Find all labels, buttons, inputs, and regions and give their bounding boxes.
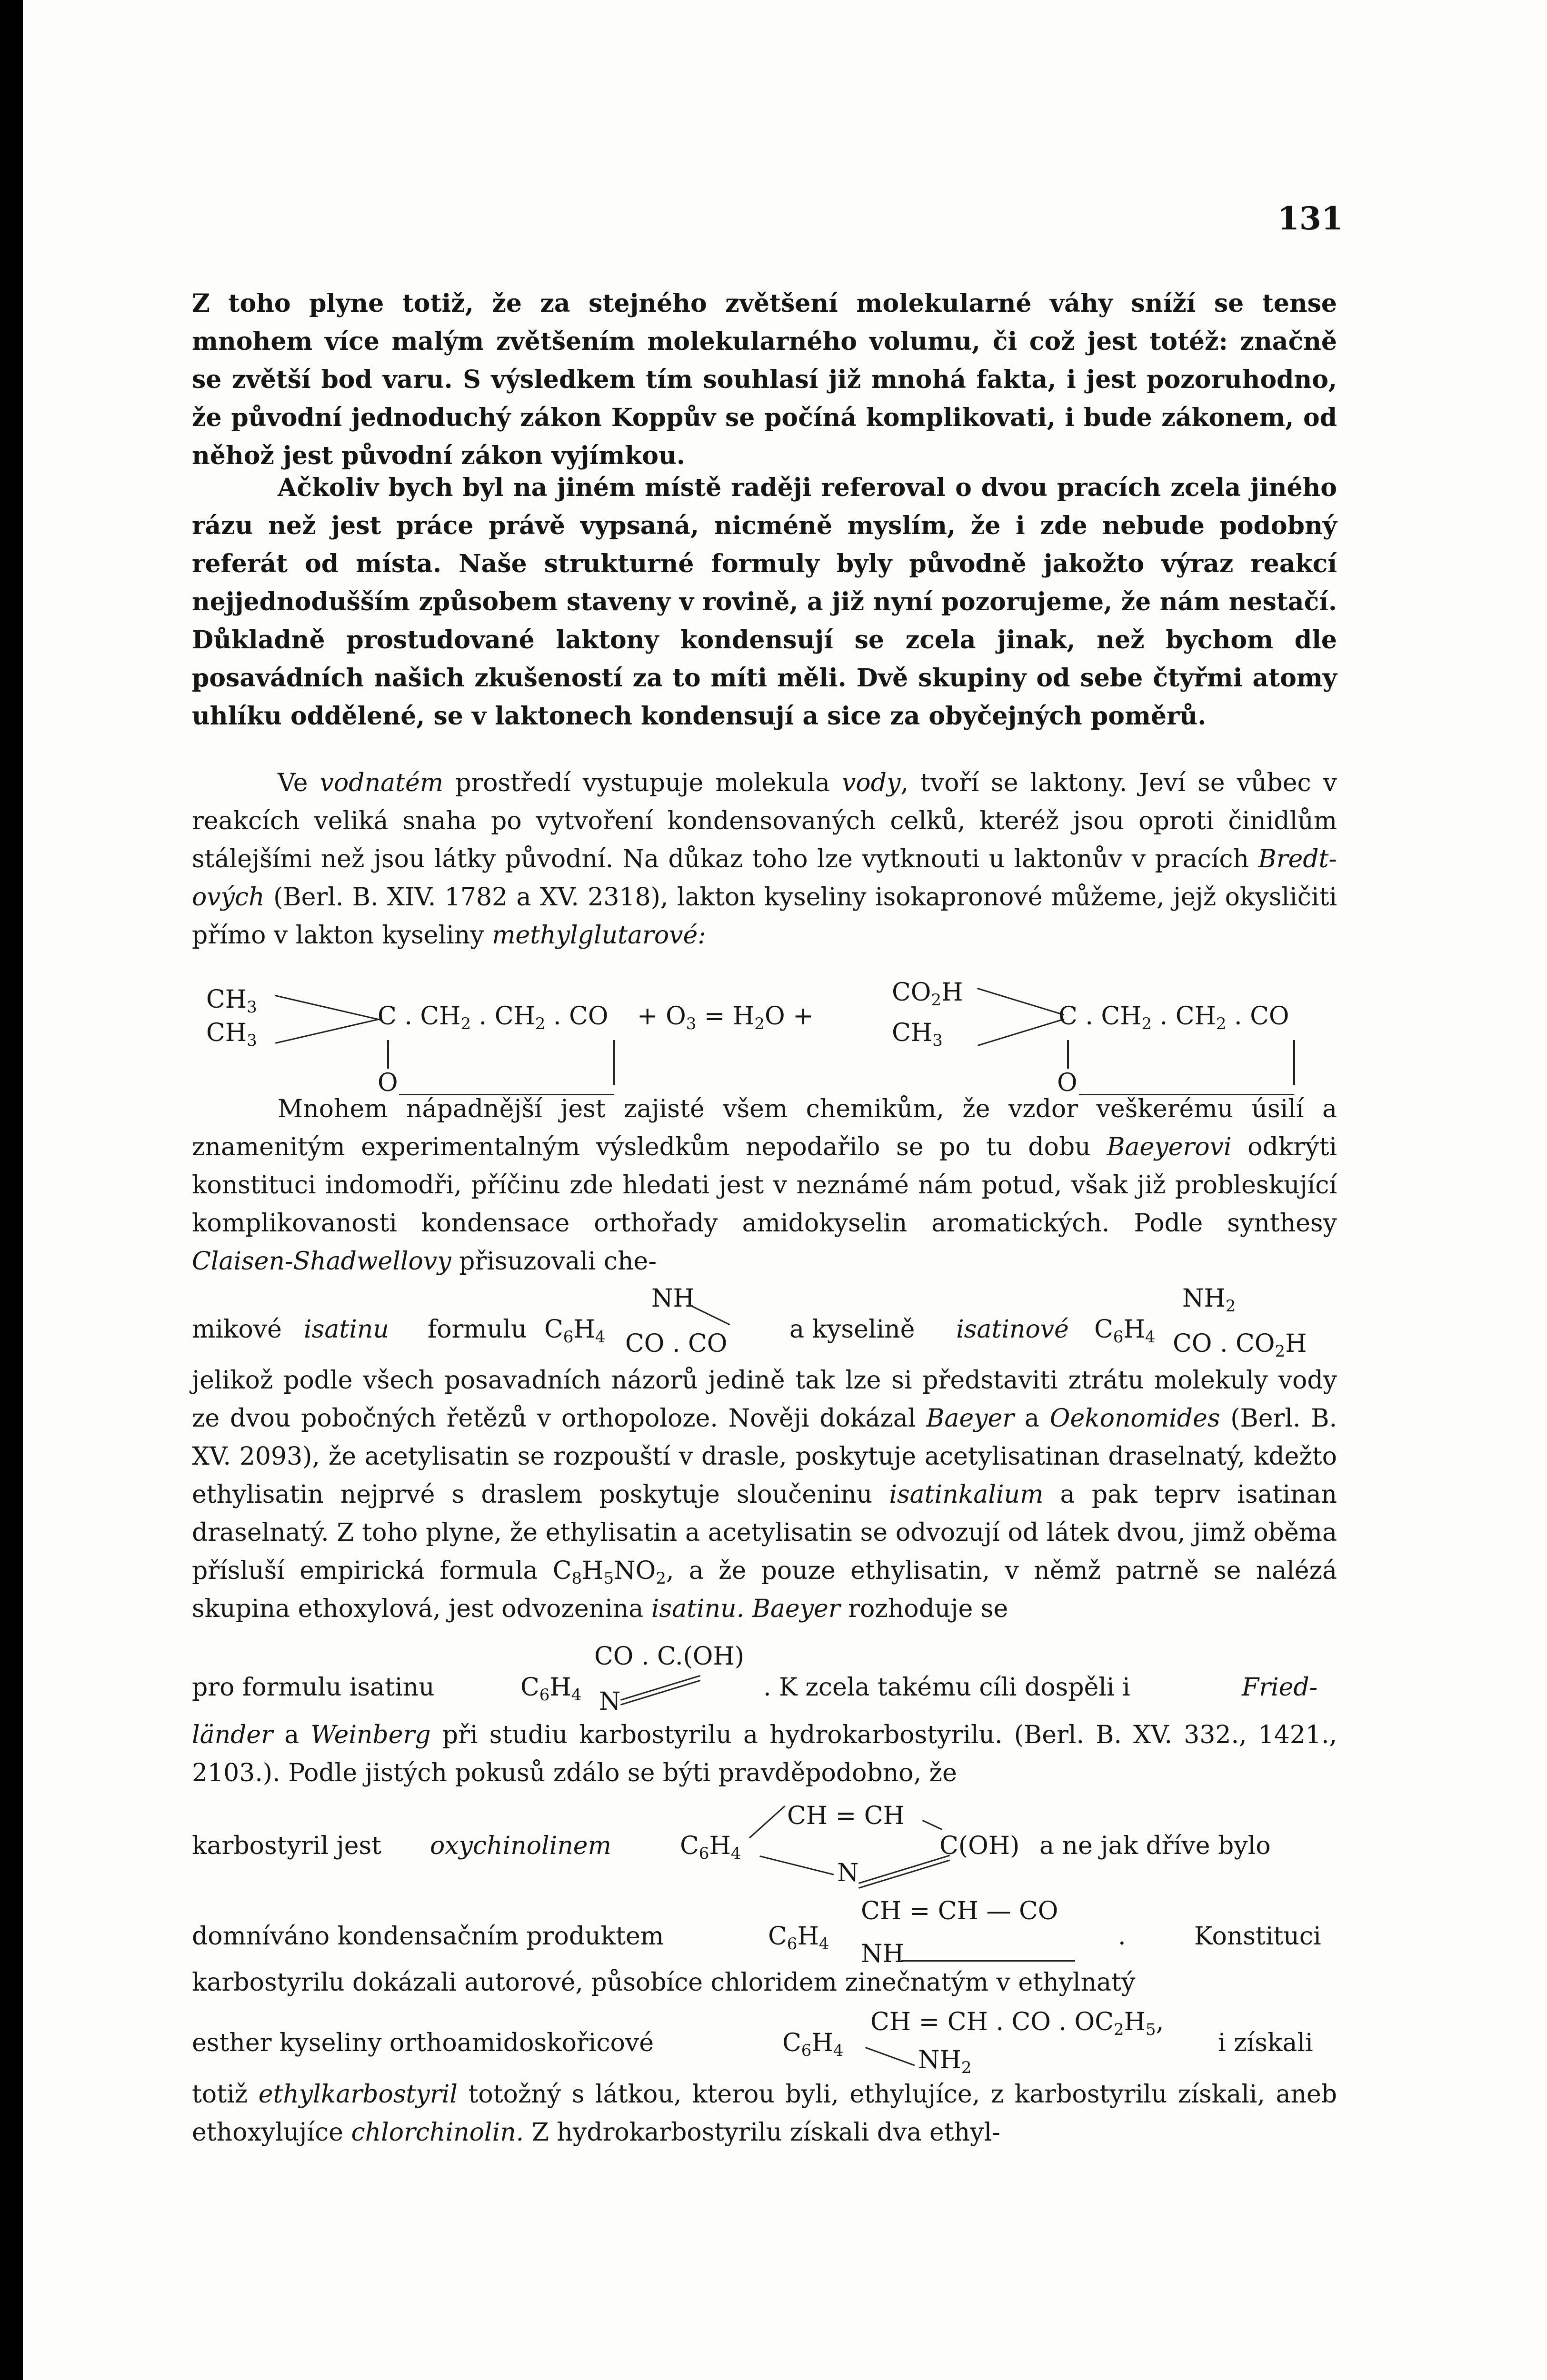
p3-italic-methylglutarove: methylglutarové: [492,921,706,950]
paragraph-block-4 [192,1090,1337,1280]
paragraph-block-3 [192,764,1337,954]
f1-ring-right-b [1293,1040,1295,1085]
p6-italic-lander: länder [192,1721,273,1749]
f2-italic-isatinu: isatinu [304,1315,389,1344]
p5-italic-isatinkalium: isatinkalium [889,1480,1044,1509]
paragraph-5: jelikož podle všech posavadních názorů jedině tak lze si představiti ztrátu molekuly vody ze dvou pobočných řetězů v orthopoloze. Nověji dokázal Baeyer a Oekonomides (Berl. B. XV. 2093), že acetylisatin se rozpouští v drasle, poskytuje acetylisatinan draselnatý, kdežto ethylisatin nejprvé s draslem poskytuje sloučeninu isatinkalium a pak teprv isatinan draselnatý. Z toho plyne, že ethylisatin a acetylisatin se odvozují od látek dvou, jimž oběma přísluší empirická formula $C_8H_5NO_2$, a že pouze ethylisatin, v němž patrně se nalézá skupina ethoxylová, jest odvozenina isatinu. Baeyer rozhoduje se [192,1366,1337,1623]
f4-bond-n [759,1855,834,1875]
f6-bond [865,2047,915,2066]
f6-text-b: i získali [1218,2029,1313,2057]
f3-text-b: . K zcela takému cíli dospěli i [763,1673,1130,1702]
p3-italic-vody: vody [841,769,901,797]
f3-double-bond-b [620,1680,700,1706]
p6-italic-weinberg: Weinberg [310,1721,431,1749]
p3-text-e: , tvoří se laktony. Jeví se vůbec v reakcích veliká snaha po vytvoření kondensovaných celků, kteréž jsou oproti činidlům stálejšími než jsou látky původní. Na důkaz toho lze vytknouti u laktonův v pracích [192,769,1337,873]
f5-bond-nh [901,1960,1075,1962]
f3-co-c-oh: CO . C.(OH) [594,1642,745,1671]
paragraph-6: länder a Weinberg při studiu karbostyrilu a hydrokarbostyrilu. (Berl. B. XV. 332., 1421., 2103.). Podle jistých pokusů zdálo se býti pravděpodobno, že [192,1721,1337,1787]
f4-c6h4: $C_6H_4$ [680,1832,741,1863]
f1-co2h: $CO_2H$ [892,978,963,1010]
p5-italic-isatinu: isatinu. [651,1595,745,1623]
p5-italic-baeyer-2: Baeyer [752,1595,840,1623]
f1-o-right: O [1057,1069,1078,1097]
f3-n: N [599,1687,621,1716]
p5-italic-oekonomides: Oekonomides [1049,1404,1220,1433]
f2-co-co2h: CO . $CO_2H$ [1173,1329,1307,1361]
f1-ring-left-a [387,1040,389,1069]
p3-text-a: Ve [278,769,308,797]
f4-ch-ch: CH = CH [787,1802,905,1830]
f1-ch3-bottom: $CH_3$ [206,1019,257,1050]
f6-c6h4: $C_6H_4$ [782,2029,844,2060]
f1-reaction: + $O_3 = H_2O$ + [637,1002,814,1033]
page-number: 131 [1278,200,1343,237]
f4-text-a: karbostyril jest [192,1832,382,1860]
f2-nh: NH [651,1284,695,1313]
f2-nh-bond [689,1304,730,1325]
f5-top: CH = CH — CO [861,1897,1058,1925]
f1-ring-left-b [613,1040,615,1085]
f2-c6h4-right: $C_6H_4$ [1094,1315,1156,1347]
f1-chain-right: C . $CH_2$ . $CH_2$ . CO [1058,1002,1289,1033]
f1-chain: C . $CH_2$ . $CH_2$ . CO [378,1002,609,1033]
paragraph-block-6 [192,1716,1337,1792]
f1-bond-right-top [977,988,1064,1015]
f6-top: CH = CH . CO . $OC_2H_5$, [870,2008,1164,2039]
f1-o-left: O [378,1069,398,1097]
p4-italic-baeyerovi: Baeyerovi [1107,1133,1232,1161]
f4-bond-up [749,1805,785,1838]
f5-text-c: Konstituci [1194,1922,1321,1951]
paragraph-block-5 [192,1361,1337,1628]
p5-italic-baeyer: Baeyer [926,1404,1015,1433]
f5-c6h4: $C_6H_4$ [768,1922,829,1954]
f1-ch3-right: $CH_3$ [892,1019,943,1050]
paragraph-block-1 [192,285,1337,475]
scanner-edge [0,0,23,2380]
f3-italic-fried: Fried- [1242,1673,1318,1702]
p3-italic-bredt: Bredt-ových [192,845,1337,912]
f2-text-a: mikové [192,1315,282,1344]
p3-text-g: (Berl. B. XIV. 1782 a XV. 2318), lakton kyseliny isokapronové můžeme, jejž okysličiti přímo v lakton kyseliny [192,883,1337,950]
f4-italic-oxychinolinem: oxychinolinem [430,1832,611,1860]
paragraph-1: Z toho plyne totiž, že za stejného zvětšení molekularné váhy sníží se tense mnohem více malým zvětšením molekularného volumu, či což jest totéž: značně se zvětší bod varu. S výsledkem tím souhlasí již mnohá fakta, i jest pozoruhodno, že původní jednoduchý zákon Koppův se počíná komplikovati, i bude zákonem, od něhož jest původní zákon vyjímkou. [192,289,1337,470]
book-page [23,0,1547,2380]
f6-nh2: $NH_2$ [918,2046,972,2077]
f3-text-a: pro formulu isatinu [192,1673,435,1702]
f2-text-kyseline: a kyselině [789,1315,915,1344]
f4-bond-right [922,1820,942,1830]
f6-text-a: esther kyseliny orthoamidoskořicové [192,2029,654,2057]
f4-coh: C(OH) [939,1832,1020,1860]
f2-c6h4-left: $C_6H_4$ [544,1315,606,1347]
f2-text-formulu: formulu [428,1315,527,1344]
f1-ch3-top: $CH_3$ [206,985,257,1017]
f3-double-bond-a [620,1675,700,1701]
paragraph-8: totiž ethylkarbostyril totožný s látkou, kterou byli, ethylujíce, z karbostyrilu získali, aneb ethoxylujíce chlorchinolin. Z hydrokarbostyrilu získali dva ethyl- [192,2080,1337,2147]
paragraph-block-2 [192,469,1337,735]
p4-italic-claisen: Claisen-Shadwellovy [192,1247,451,1276]
paragraph-2: Ačkoliv bych byl na jiném místě raději referoval o dvou pracích zcela jiného rázu než jest práce právě vypsaná, nicméně myslím, že i zde nebude podobný referát od místa. Naše strukturné formuly byly původně jakožto výraz reakcí nejjednodušším způsobem staveny v rovině, a již nyní pozorujeme, že nám nestačí. Důkladně prostudované laktony kondensují se zcela jinak, než bychom dle posavádních našich zkušeností za to míti měli. Dvě skupiny od sebe čtyřmi atomy uhlíku oddělené, se v laktonech kondensují a sice za obyčejných poměrů. [192,473,1337,731]
paragraph-7: karbostyrilu dokázali autorové, působíce chloridem zinečnatým v ethylnatý [192,1968,1136,1997]
p3-italic-vodnatem: vodnatém [319,769,444,797]
f3-c6h4: $C_6H_4$ [520,1673,582,1705]
f5-nh: NH [861,1940,904,1968]
f5-text-b: . [1118,1922,1126,1951]
p8-italic-ethylkarbostyril: ethylkarbostyril [258,2080,458,2109]
f1-bond-right-bottom [978,1018,1065,1046]
f1-bond-top [275,995,382,1021]
f4-n: N [837,1859,859,1887]
p3-text-c: prostředí vystupuje molekula [455,769,830,797]
f2-italic-isatinove: isatinové [956,1315,1069,1344]
paragraph-block-7 [192,1964,1337,2002]
paragraph-3 [192,764,1337,954]
paragraph-4: Mnohem nápadnější jest zajisté všem chemikům, že vzdor veškerému úsilí a znamenitým experimentalným výsledkům nepodařilo se po tu dobu Baeyerovi odkrýti konstituci indomodři, příčinu zde hledati jest v neznámé nám potud, však již probleskující komplikovanosti kondensace orthořady amidokyselin aromatických. Podle synthesy Claisen-Shadwellovy přisuzovali che- [192,1095,1337,1276]
f4-double-bond-b [858,1860,950,1889]
f4-text-c: a ne jak dříve bylo [1039,1832,1271,1860]
paragraph-block-8 [192,2075,1337,2152]
f4-double-bond-a [858,1855,950,1884]
f1-bond-bottom [275,1018,382,1044]
f2-coco: CO . CO [625,1329,728,1358]
f1-ring-right-a [1067,1040,1069,1069]
f5-text-a: domníváno kondensačním produktem [192,1922,664,1951]
f2-nh2: $NH_2$ [1182,1284,1236,1316]
p8-italic-chlorchinolin: chlorchinolin. [351,2118,524,2147]
